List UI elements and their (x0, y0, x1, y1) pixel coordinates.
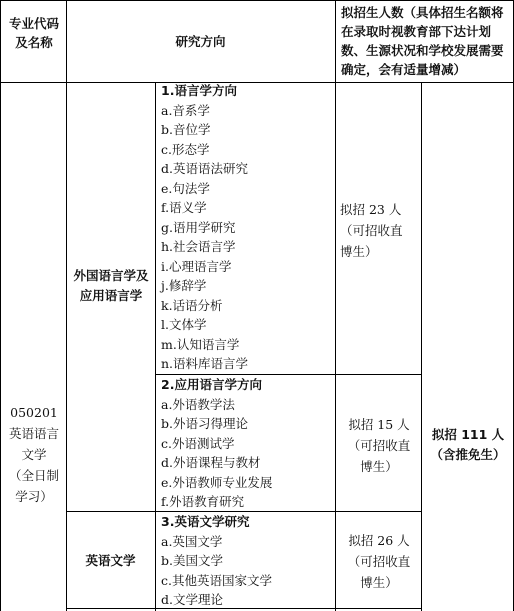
list-item: a.外语教学法 (161, 396, 235, 412)
list-item: b.外语习得理论 (161, 416, 248, 431)
quota-applied-linguistics: 拟招 15 人（可招收直博生） (347, 417, 411, 474)
quota-linguistics: 拟招 23 人（可招收直博生） (340, 202, 403, 259)
list-item: i.心理语言学 (161, 258, 232, 274)
section-applied-linguistics (161, 375, 333, 512)
section-title: 3.英语文学研究 (161, 514, 250, 529)
list-item: a.英国文学 (161, 533, 223, 549)
major-mode: （全日制学习） (8, 468, 59, 504)
list-item: j.修辞学 (161, 278, 207, 293)
total-quota: 拟招 111 人（含推免生） (430, 427, 506, 462)
section-title: 1.语言学方向 (161, 83, 237, 98)
list-item: d.文学理论 (161, 592, 223, 607)
list-item: e.句法学 (161, 180, 210, 196)
table-top-border (0, 0, 514, 1)
list-item: l.文体学 (161, 317, 207, 332)
major-code: 050201 (10, 405, 58, 420)
section-linguistics (161, 81, 333, 374)
col2-divider (335, 0, 336, 611)
col1-divider (66, 0, 67, 611)
quota-divider (421, 82, 422, 611)
list-item: d.外语课程与教材 (161, 455, 261, 470)
list-item: g.语用学研究 (161, 219, 236, 235)
list-item: b.美国文学 (161, 553, 223, 568)
left-border (0, 0, 1, 611)
list-item: a.音系学 (161, 102, 210, 118)
quota-literature: 拟招 26 人（可招收直博生） (347, 533, 411, 590)
major-cell (6, 402, 62, 507)
list-item: f.外语教育研究 (161, 494, 245, 509)
list-item: h.社会语言学 (161, 239, 236, 254)
header-major-code: 专业代码及名称 (8, 16, 59, 50)
list-item: c.形态学 (161, 141, 210, 157)
section-title: 2.应用语言学方向 (161, 377, 262, 392)
list-item: n.语料库语言学 (161, 356, 249, 371)
group-name-literature: 英语文学 (85, 553, 136, 568)
header-quota: 拟招生人数（具体招生名额将在录取时视教育部下达计划数、生源状况和学校发展需要确定，会有适量增减） (341, 5, 504, 77)
list-item: k.话语分析 (161, 297, 223, 313)
header-research-direction: 研究方向 (175, 34, 226, 49)
group-name-linguistics: 外国语言学及应用语言学 (73, 268, 149, 303)
list-item: c.外语测试学 (161, 435, 235, 451)
major-name: 英语语言文学 (8, 426, 59, 462)
list-item: c.其他英语国家文学 (161, 572, 272, 588)
list-item: f.语义学 (161, 200, 207, 215)
list-item: e.外语教师专业发展 (161, 474, 273, 490)
list-item: m.认知语言学 (161, 336, 240, 352)
group-divider (155, 82, 156, 611)
list-item: d.英语语法研究 (161, 161, 248, 176)
section-literature (161, 512, 333, 610)
list-item: b.音位学 (161, 122, 211, 137)
